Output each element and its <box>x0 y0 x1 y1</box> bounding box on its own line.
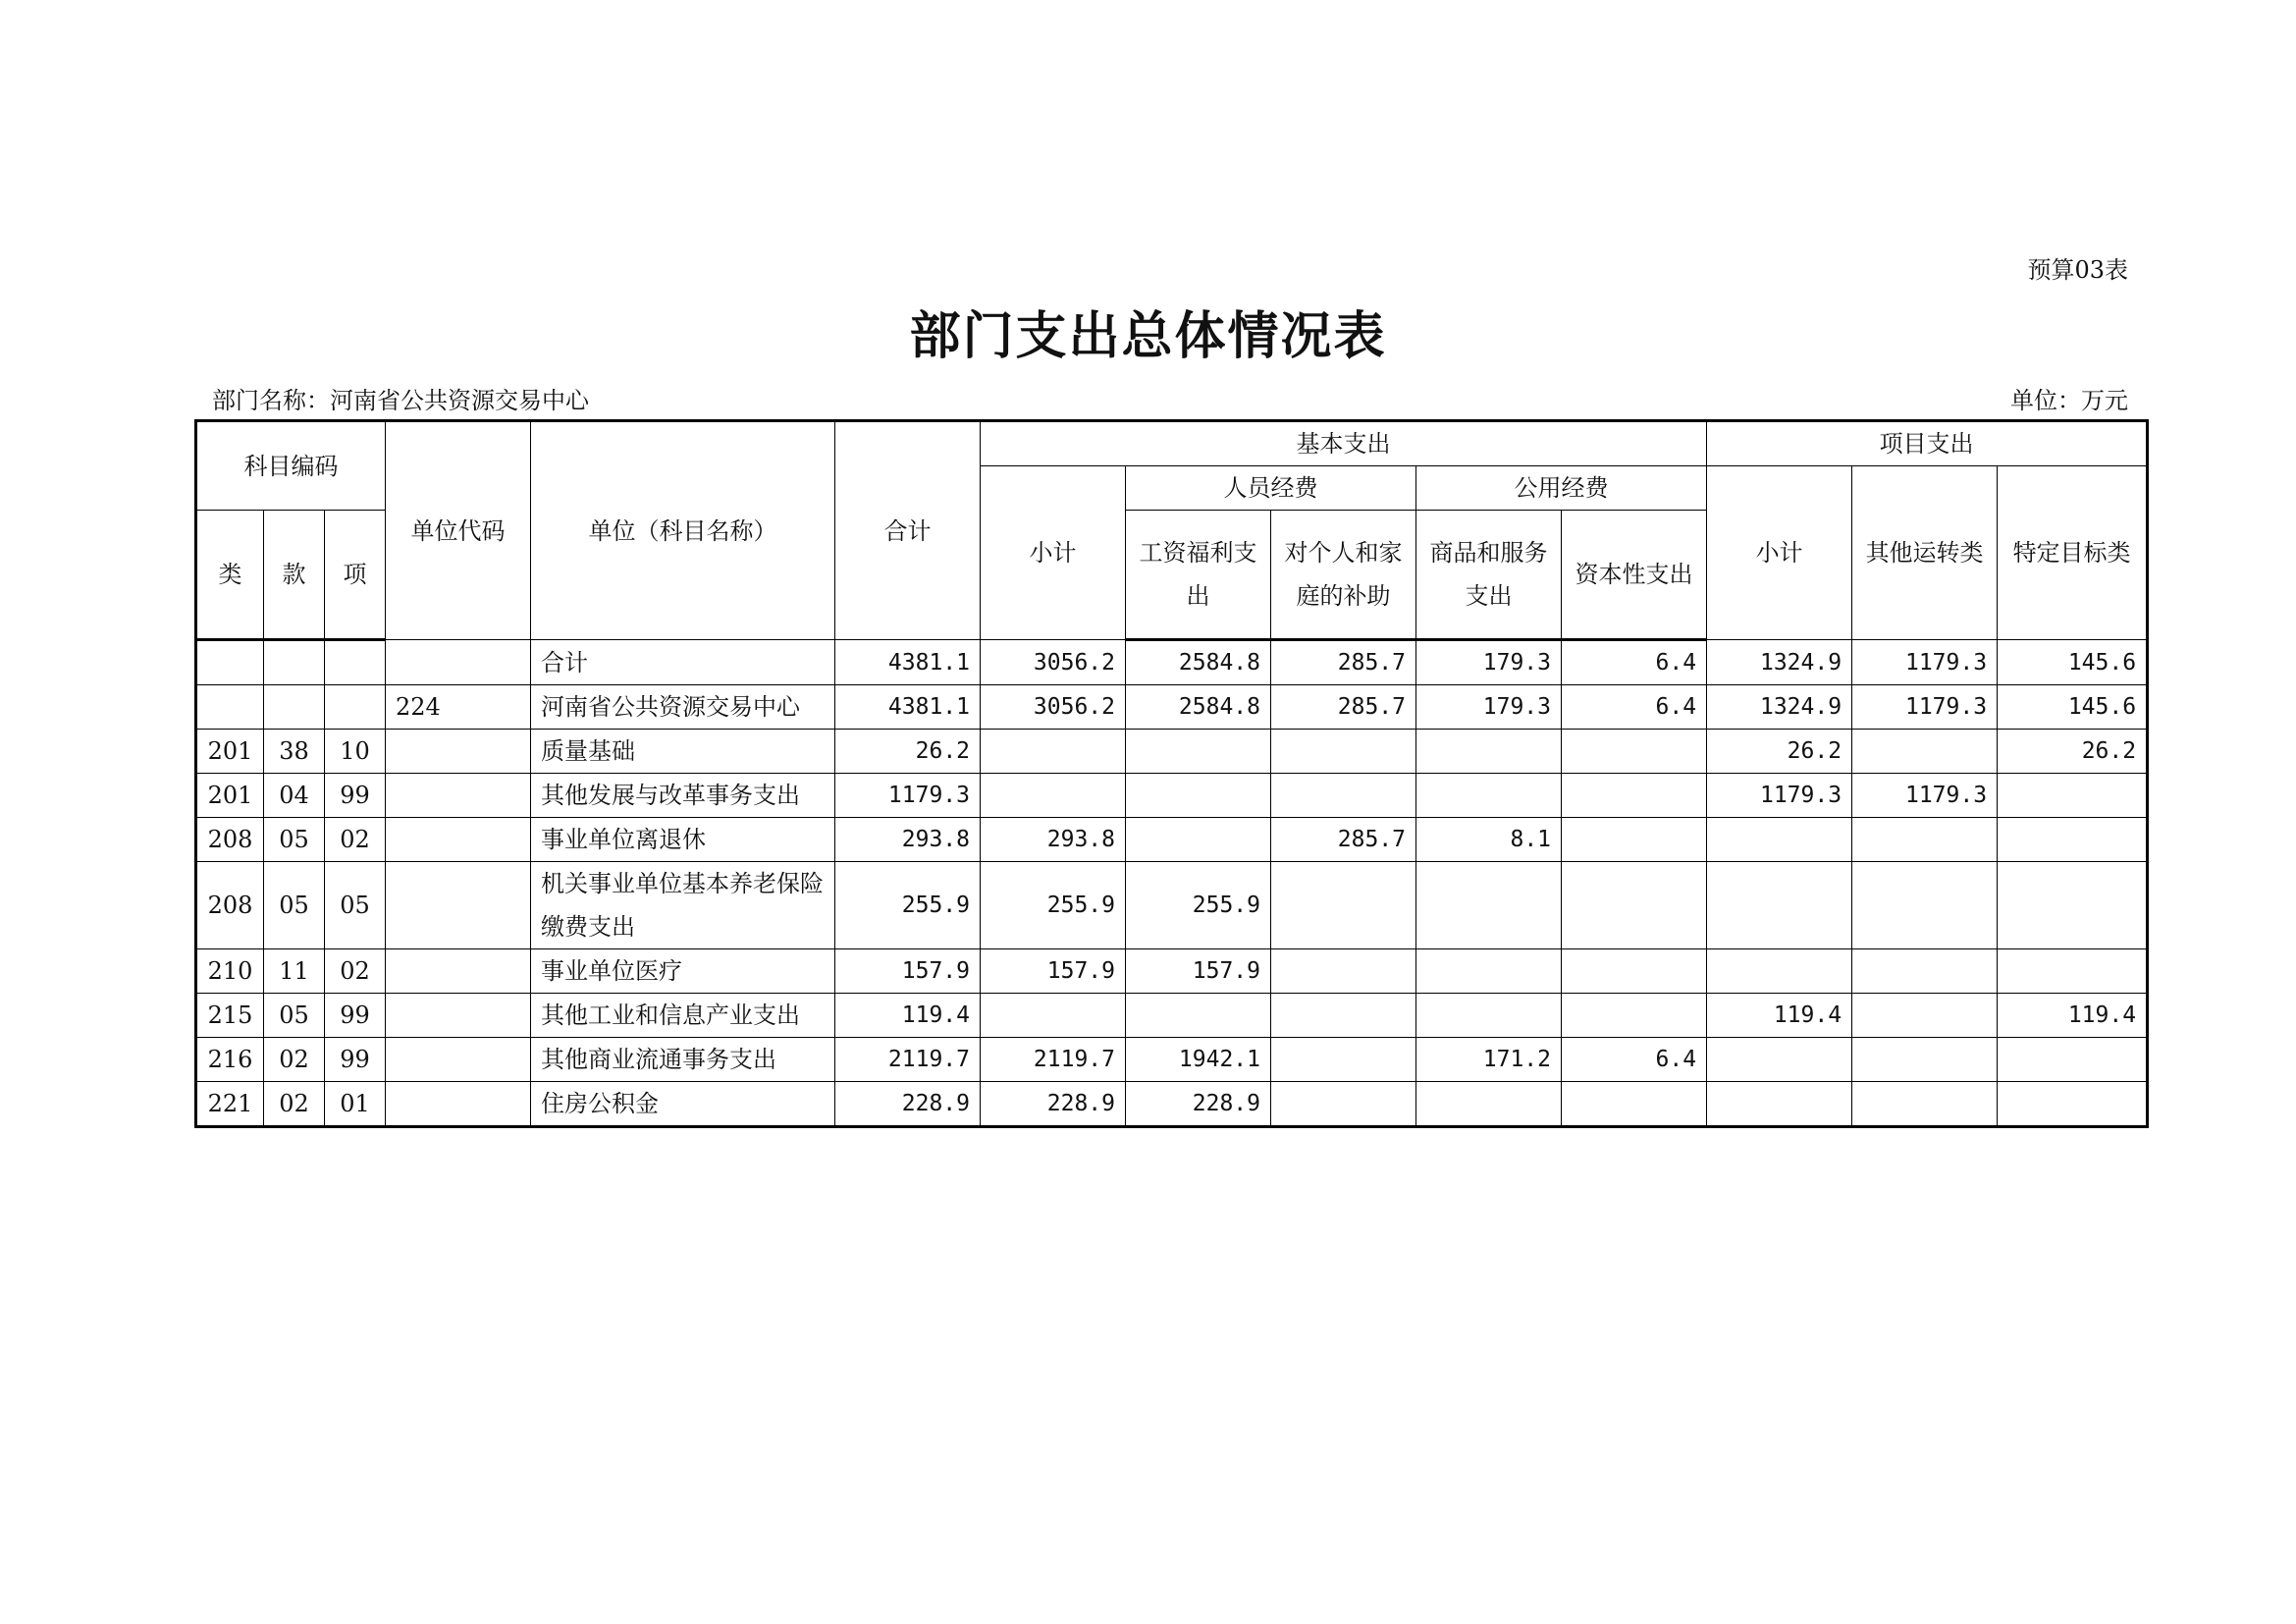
page-title: 部门支出总体情况表 <box>909 306 1387 366</box>
table-row <box>196 685 2148 730</box>
cell-basic-subtotal: 255.9 <box>981 862 1126 949</box>
cell-subsidy <box>1271 862 1416 949</box>
cell-special <box>1998 1038 2148 1082</box>
cell-goods <box>1416 774 1562 818</box>
cell-subsidy <box>1271 1082 1416 1127</box>
table-row <box>196 730 2148 774</box>
cell-total: 255.9 <box>835 862 981 949</box>
cell-capital: 6.4 <box>1562 640 1707 685</box>
cell-goods <box>1416 994 1562 1038</box>
header-basic-subtotal: 小计 <box>981 466 1126 640</box>
cell-project-subtotal <box>1707 1082 1852 1127</box>
cell-subsidy <box>1271 949 1416 994</box>
cell-xiang: 99 <box>325 1038 386 1082</box>
cell-other-ops: 1179.3 <box>1852 774 1998 818</box>
cell-project-subtotal <box>1707 949 1852 994</box>
header-project-subtotal: 小计 <box>1707 466 1852 640</box>
cell-unit-code <box>386 818 531 862</box>
cell-unit-code <box>386 1082 531 1127</box>
cell-xiang: 02 <box>325 818 386 862</box>
cell-other-ops <box>1852 730 1998 774</box>
cell-unit-name: 住房公积金 <box>531 1082 835 1127</box>
cell-special <box>1998 1082 2148 1127</box>
cell-wages <box>1126 818 1271 862</box>
cell-kuan <box>264 640 325 685</box>
cell-subsidy: 285.7 <box>1271 640 1416 685</box>
cell-project-subtotal: 1179.3 <box>1707 774 1852 818</box>
cell-unit-code <box>386 730 531 774</box>
cell-goods: 179.3 <box>1416 640 1562 685</box>
cell-total: 4381.1 <box>835 640 981 685</box>
cell-capital <box>1562 1082 1707 1127</box>
cell-special <box>1998 774 2148 818</box>
cell-special: 26.2 <box>1998 730 2148 774</box>
cell-other-ops <box>1852 1082 1998 1127</box>
cell-other-ops: 1179.3 <box>1852 640 1998 685</box>
table-header <box>196 421 2148 640</box>
cell-basic-subtotal <box>981 994 1126 1038</box>
cell-unit-name: 合计 <box>531 640 835 685</box>
cell-total: 1179.3 <box>835 774 981 818</box>
cell-special: 119.4 <box>1998 994 2148 1038</box>
cell-basic-subtotal: 3056.2 <box>981 640 1126 685</box>
cell-kuan: 05 <box>264 994 325 1038</box>
cell-kuan: 05 <box>264 862 325 949</box>
cell-total: 293.8 <box>835 818 981 862</box>
cell-special <box>1998 818 2148 862</box>
department-name: 部门名称：河南省公共资源交易中心 <box>212 387 589 414</box>
cell-other-ops: 1179.3 <box>1852 685 1998 730</box>
cell-wages: 255.9 <box>1126 862 1271 949</box>
cell-kuan: 11 <box>264 949 325 994</box>
cell-subsidy <box>1271 994 1416 1038</box>
cell-lei: 208 <box>196 862 264 949</box>
header-kuan: 款 <box>264 511 325 640</box>
cell-lei: 221 <box>196 1082 264 1127</box>
header-special: 特定目标类 <box>1998 466 2148 640</box>
cell-other-ops <box>1852 1038 1998 1082</box>
cell-subsidy: 285.7 <box>1271 818 1416 862</box>
cell-total: 157.9 <box>835 949 981 994</box>
cell-lei: 201 <box>196 774 264 818</box>
cell-unit-code <box>386 862 531 949</box>
header-capital: 资本性支出 <box>1562 511 1707 640</box>
cell-wages <box>1126 730 1271 774</box>
cell-goods: 8.1 <box>1416 818 1562 862</box>
cell-capital <box>1562 818 1707 862</box>
cell-subsidy <box>1271 1038 1416 1082</box>
cell-lei: 201 <box>196 730 264 774</box>
cell-kuan: 02 <box>264 1082 325 1127</box>
header-lei: 类 <box>196 511 264 640</box>
cell-basic-subtotal: 228.9 <box>981 1082 1126 1127</box>
cell-unit-name: 河南省公共资源交易中心 <box>531 685 835 730</box>
cell-unit-name: 其他工业和信息产业支出 <box>531 994 835 1038</box>
cell-wages: 1942.1 <box>1126 1038 1271 1082</box>
cell-other-ops <box>1852 994 1998 1038</box>
cell-capital <box>1562 994 1707 1038</box>
table-row <box>196 1038 2148 1082</box>
cell-unit-code <box>386 1038 531 1082</box>
cell-wages: 157.9 <box>1126 949 1271 994</box>
cell-kuan: 02 <box>264 1038 325 1082</box>
header-wages: 工资福利支出 <box>1126 511 1271 640</box>
cell-goods <box>1416 949 1562 994</box>
cell-unit-name: 质量基础 <box>531 730 835 774</box>
cell-unit-code <box>386 994 531 1038</box>
header-unit-name: 单位（科目名称） <box>531 421 835 640</box>
cell-project-subtotal <box>1707 818 1852 862</box>
cell-lei <box>196 685 264 730</box>
cell-total: 4381.1 <box>835 685 981 730</box>
cell-other-ops <box>1852 818 1998 862</box>
table-body <box>196 640 2148 1127</box>
cell-lei: 208 <box>196 818 264 862</box>
cell-unit-name: 其他发展与改革事务支出 <box>531 774 835 818</box>
cell-xiang: 05 <box>325 862 386 949</box>
cell-lei: 215 <box>196 994 264 1038</box>
header-unit-code: 单位代码 <box>386 421 531 640</box>
cell-basic-subtotal: 157.9 <box>981 949 1126 994</box>
cell-basic-subtotal <box>981 730 1126 774</box>
unit-label: 单位：万元 <box>2010 387 2128 414</box>
cell-special: 145.6 <box>1998 640 2148 685</box>
cell-goods <box>1416 1082 1562 1127</box>
cell-kuan <box>264 685 325 730</box>
cell-basic-subtotal <box>981 774 1126 818</box>
cell-other-ops <box>1852 949 1998 994</box>
cell-goods: 179.3 <box>1416 685 1562 730</box>
cell-capital <box>1562 949 1707 994</box>
header-subject-code: 科目编码 <box>196 421 386 511</box>
cell-unit-name: 其他商业流通事务支出 <box>531 1038 835 1082</box>
expenditure-table <box>194 419 2149 1128</box>
cell-wages <box>1126 774 1271 818</box>
cell-project-subtotal: 1324.9 <box>1707 685 1852 730</box>
header-other-ops: 其他运转类 <box>1852 466 1998 640</box>
table-row <box>196 862 2148 949</box>
cell-basic-subtotal: 3056.2 <box>981 685 1126 730</box>
cell-project-subtotal <box>1707 862 1852 949</box>
cell-xiang <box>325 685 386 730</box>
header-subsidy: 对个人和家庭的补助 <box>1271 511 1416 640</box>
cell-basic-subtotal: 293.8 <box>981 818 1126 862</box>
table-row <box>196 640 2148 685</box>
cell-total: 228.9 <box>835 1082 981 1127</box>
cell-unit-code <box>386 640 531 685</box>
cell-capital <box>1562 774 1707 818</box>
table-row <box>196 994 2148 1038</box>
cell-unit-code <box>386 774 531 818</box>
cell-unit-name: 事业单位医疗 <box>531 949 835 994</box>
cell-kuan: 38 <box>264 730 325 774</box>
cell-xiang: 01 <box>325 1082 386 1127</box>
cell-unit-code: 224 <box>386 685 531 730</box>
cell-lei: 216 <box>196 1038 264 1082</box>
cell-capital: 6.4 <box>1562 685 1707 730</box>
cell-capital: 6.4 <box>1562 1038 1707 1082</box>
cell-total: 26.2 <box>835 730 981 774</box>
cell-capital <box>1562 730 1707 774</box>
header-project-expenditure: 项目支出 <box>1707 421 2148 466</box>
cell-lei: 210 <box>196 949 264 994</box>
cell-unit-name: 事业单位离退休 <box>531 818 835 862</box>
header-goods: 商品和服务支出 <box>1416 511 1562 640</box>
cell-project-subtotal: 119.4 <box>1707 994 1852 1038</box>
header-xiang: 项 <box>325 511 386 640</box>
cell-wages <box>1126 994 1271 1038</box>
cell-subsidy <box>1271 730 1416 774</box>
cell-xiang: 10 <box>325 730 386 774</box>
cell-wages: 228.9 <box>1126 1082 1271 1127</box>
cell-special <box>1998 862 2148 949</box>
cell-subsidy <box>1271 774 1416 818</box>
table-row <box>196 1082 2148 1127</box>
table-row <box>196 774 2148 818</box>
cell-unit-code <box>386 949 531 994</box>
cell-goods: 171.2 <box>1416 1038 1562 1082</box>
cell-total: 119.4 <box>835 994 981 1038</box>
cell-capital <box>1562 862 1707 949</box>
header-public: 公用经费 <box>1416 466 1707 511</box>
header-personnel: 人员经费 <box>1126 466 1416 511</box>
table-row <box>196 818 2148 862</box>
cell-subsidy: 285.7 <box>1271 685 1416 730</box>
cell-special: 145.6 <box>1998 685 2148 730</box>
cell-wages: 2584.8 <box>1126 640 1271 685</box>
cell-project-subtotal: 1324.9 <box>1707 640 1852 685</box>
cell-wages: 2584.8 <box>1126 685 1271 730</box>
cell-lei <box>196 640 264 685</box>
cell-xiang: 99 <box>325 994 386 1038</box>
cell-kuan: 04 <box>264 774 325 818</box>
cell-xiang: 02 <box>325 949 386 994</box>
cell-project-subtotal: 26.2 <box>1707 730 1852 774</box>
cell-kuan: 05 <box>264 818 325 862</box>
cell-goods <box>1416 862 1562 949</box>
cell-total: 2119.7 <box>835 1038 981 1082</box>
header-total: 合计 <box>835 421 981 640</box>
cell-project-subtotal <box>1707 1038 1852 1082</box>
form-number: 预算03表 <box>2027 256 2128 284</box>
cell-other-ops <box>1852 862 1998 949</box>
cell-basic-subtotal: 2119.7 <box>981 1038 1126 1082</box>
cell-special <box>1998 949 2148 994</box>
cell-goods <box>1416 730 1562 774</box>
cell-xiang <box>325 640 386 685</box>
table-row <box>196 949 2148 994</box>
cell-xiang: 99 <box>325 774 386 818</box>
header-basic-expenditure: 基本支出 <box>981 421 1707 466</box>
cell-unit-name: 机关事业单位基本养老保险缴费支出 <box>531 862 835 949</box>
